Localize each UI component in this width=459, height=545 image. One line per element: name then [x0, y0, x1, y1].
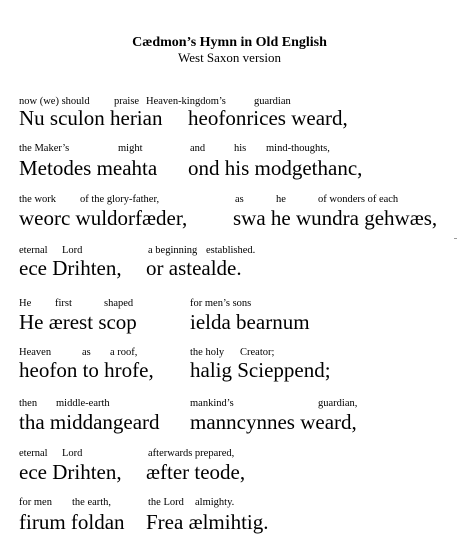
- gloss-word: as: [235, 194, 244, 205]
- gloss-word: established.: [206, 245, 256, 256]
- gloss-word: now (we) should: [19, 96, 90, 107]
- gloss-word: mind-thoughts,: [266, 143, 330, 154]
- old-english-half-line-a: He ærest scop: [19, 310, 137, 334]
- old-english-half-line-a: firum foldan: [19, 510, 125, 534]
- gloss-word: might: [118, 143, 143, 154]
- old-english-half-line-a: Metodes meahta: [19, 156, 158, 180]
- old-english-half-line-b: halig Scieppend;: [190, 358, 331, 382]
- gloss-word: the Lord: [148, 497, 184, 508]
- gloss-word: shaped: [104, 298, 134, 309]
- old-english-half-line-a: ece Drihten,: [19, 460, 122, 484]
- gloss-word: afterwards prepared,: [148, 448, 235, 459]
- old-english-half-line-b: æfter teode,: [146, 460, 246, 484]
- gloss-word: praise: [114, 96, 140, 107]
- gloss-word: he: [276, 194, 286, 205]
- gloss-word: for men’s sons: [190, 298, 252, 309]
- gloss-word: Creator;: [240, 347, 275, 358]
- gloss-word: of the glory-father,: [80, 194, 160, 205]
- old-english-half-line-b: or astealde.: [146, 256, 242, 280]
- gloss-word: first: [55, 298, 72, 309]
- gloss-word: middle-earth: [56, 398, 110, 409]
- old-english-half-line-b: swa he wundra gehwæs,: [233, 206, 438, 230]
- edge-mark: [454, 238, 457, 239]
- old-english-half-line-b: ielda bearnum: [190, 310, 310, 334]
- gloss-word: as: [82, 347, 91, 358]
- page-title: Cædmon’s Hymn in Old English: [132, 35, 327, 50]
- gloss-word: eternal: [19, 245, 48, 256]
- gloss-word: the earth,: [72, 497, 112, 508]
- old-english-half-line-a: weorc wuldorfæder,: [19, 206, 188, 230]
- gloss-word: guardian: [254, 96, 291, 107]
- gloss-word: almighty.: [195, 497, 235, 508]
- page-subtitle: West Saxon version: [178, 50, 281, 65]
- gloss-word: for men: [19, 497, 52, 508]
- gloss-word: then: [19, 398, 38, 409]
- old-english-half-line-a: ece Drihten,: [19, 256, 122, 280]
- gloss-word: Heaven: [19, 347, 52, 358]
- gloss-word: Heaven-kingdom’s: [146, 96, 226, 107]
- gloss-word: his: [234, 143, 247, 154]
- old-english-half-line-b: Frea ælmihtig.: [146, 510, 269, 534]
- gloss-word: Lord: [62, 245, 83, 256]
- gloss-word: mankind’s: [190, 398, 234, 409]
- old-english-half-line-a: tha middangeard: [19, 410, 160, 434]
- old-english-half-line-b: ond his modgethanc,: [188, 156, 363, 180]
- gloss-word: and: [190, 143, 206, 154]
- gloss-word: a roof,: [110, 347, 138, 358]
- old-english-half-line-b: heofonrices weard,: [188, 106, 348, 130]
- gloss-word: of wonders of each: [318, 194, 399, 205]
- gloss-word: the work: [19, 194, 57, 205]
- old-english-half-line-b: manncynnes weard,: [190, 410, 357, 434]
- gloss-word: Lord: [62, 448, 83, 459]
- gloss-word: guardian,: [318, 398, 358, 409]
- gloss-word: He: [19, 298, 32, 309]
- gloss-word: a beginning: [148, 245, 198, 256]
- gloss-word: the holy: [190, 347, 225, 358]
- old-english-half-line-a: heofon to hrofe,: [19, 358, 154, 382]
- gloss-word: eternal: [19, 448, 48, 459]
- gloss-word: the Maker’s: [19, 143, 70, 154]
- old-english-half-line-a: Nu sculon herian: [19, 106, 163, 130]
